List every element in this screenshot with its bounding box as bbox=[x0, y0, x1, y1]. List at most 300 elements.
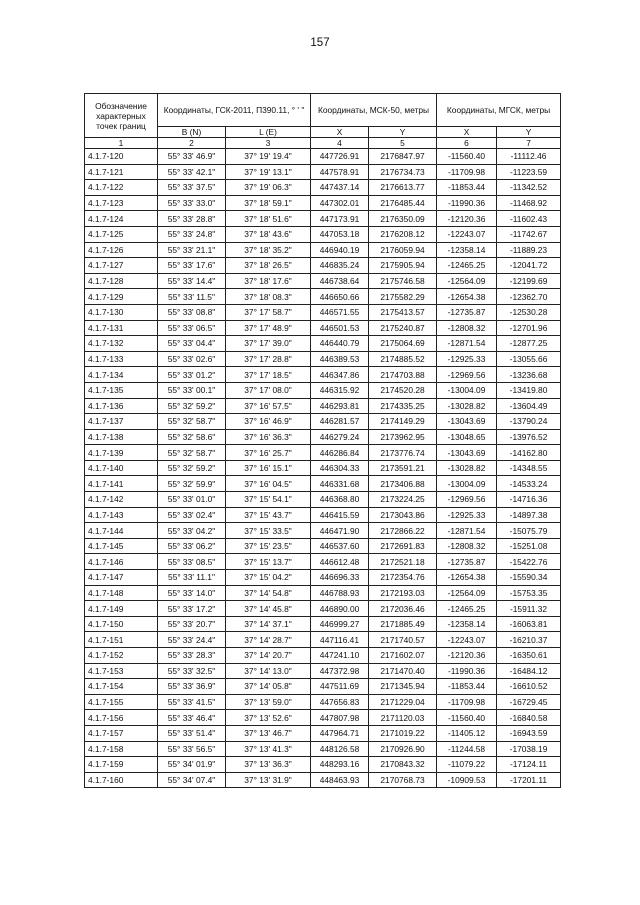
mgsk-x-cell: -12871.54 bbox=[437, 336, 497, 352]
mgsk-x-cell: -12120.36 bbox=[437, 211, 497, 227]
mgsk-x-cell: -12925.33 bbox=[437, 351, 497, 367]
msk-x-cell: 447726.91 bbox=[311, 149, 369, 165]
gsk-b-cell: 55° 33' 11.1" bbox=[158, 570, 226, 586]
point-id-cell: 4.1.7-152 bbox=[85, 648, 158, 664]
point-id-cell: 4.1.7-120 bbox=[85, 149, 158, 165]
gsk-b-cell: 55° 33' 08.5" bbox=[158, 554, 226, 570]
table-row bbox=[85, 382, 561, 398]
gsk-b-cell: 55° 32' 59.9" bbox=[158, 476, 226, 492]
header-mgsk-x: X bbox=[437, 127, 497, 138]
header-msk-y: Y bbox=[369, 127, 437, 138]
msk-x-cell: 446940.19 bbox=[311, 242, 369, 258]
mgsk-y-cell: -17201.11 bbox=[497, 772, 561, 788]
mgsk-y-cell: -11889.23 bbox=[497, 242, 561, 258]
point-id-cell: 4.1.7-155 bbox=[85, 694, 158, 710]
gsk-l-cell: 37° 17' 39.0" bbox=[226, 336, 311, 352]
msk-x-cell: 446571.55 bbox=[311, 304, 369, 320]
msk-x-cell: 446415.59 bbox=[311, 507, 369, 523]
mgsk-y-cell: -12530.28 bbox=[497, 304, 561, 320]
mgsk-x-cell: -11990.36 bbox=[437, 195, 497, 211]
msk-y-cell: 2171229.04 bbox=[369, 694, 437, 710]
gsk-l-cell: 37° 19' 06.3" bbox=[226, 180, 311, 196]
msk-x-cell: 446650.66 bbox=[311, 289, 369, 305]
gsk-l-cell: 37° 13' 36.3" bbox=[226, 757, 311, 773]
gsk-l-cell: 37° 16' 25.7" bbox=[226, 445, 311, 461]
msk-x-cell: 447964.71 bbox=[311, 725, 369, 741]
msk-y-cell: 2170768.73 bbox=[369, 772, 437, 788]
msk-x-cell: 447241.10 bbox=[311, 648, 369, 664]
mgsk-y-cell: -15911.32 bbox=[497, 601, 561, 617]
gsk-l-cell: 37° 18' 51.6" bbox=[226, 211, 311, 227]
msk-y-cell: 2172036.46 bbox=[369, 601, 437, 617]
gsk-b-cell: 55° 33' 24.8" bbox=[158, 226, 226, 242]
header-gsk: Координаты, ГСК-2011, П390.11, ° ' " bbox=[158, 94, 311, 127]
msk-x-cell: 446738.64 bbox=[311, 273, 369, 289]
mgsk-x-cell: -13028.82 bbox=[437, 398, 497, 414]
gsk-b-cell: 55° 33' 01.0" bbox=[158, 492, 226, 508]
mgsk-y-cell: -12199.69 bbox=[497, 273, 561, 289]
msk-y-cell: 2172866.22 bbox=[369, 523, 437, 539]
mgsk-x-cell: -12243.07 bbox=[437, 632, 497, 648]
point-id-cell: 4.1.7-126 bbox=[85, 242, 158, 258]
msk-x-cell: 446890.00 bbox=[311, 601, 369, 617]
mgsk-x-cell: -12465.25 bbox=[437, 601, 497, 617]
point-id-cell: 4.1.7-125 bbox=[85, 226, 158, 242]
mgsk-y-cell: -15075.79 bbox=[497, 523, 561, 539]
point-id-cell: 4.1.7-157 bbox=[85, 725, 158, 741]
msk-x-cell: 447053.18 bbox=[311, 226, 369, 242]
gsk-b-cell: 55° 32' 58.7" bbox=[158, 445, 226, 461]
table-row bbox=[85, 211, 561, 227]
point-id-cell: 4.1.7-127 bbox=[85, 258, 158, 274]
msk-y-cell: 2171019.22 bbox=[369, 725, 437, 741]
gsk-l-cell: 37° 16' 04.5" bbox=[226, 476, 311, 492]
point-id-cell: 4.1.7-138 bbox=[85, 429, 158, 445]
gsk-l-cell: 37° 18' 08.3" bbox=[226, 289, 311, 305]
gsk-b-cell: 55° 33' 51.4" bbox=[158, 725, 226, 741]
coordinates-table bbox=[84, 93, 561, 788]
gsk-b-cell: 55° 33' 24.4" bbox=[158, 632, 226, 648]
msk-y-cell: 2176734.73 bbox=[369, 164, 437, 180]
mgsk-y-cell: -14533.24 bbox=[497, 476, 561, 492]
table-row bbox=[85, 195, 561, 211]
gsk-l-cell: 37° 16' 36.3" bbox=[226, 429, 311, 445]
gsk-b-cell: 55° 33' 17.2" bbox=[158, 601, 226, 617]
gsk-b-cell: 55° 33' 42.1" bbox=[158, 164, 226, 180]
mgsk-y-cell: -13236.68 bbox=[497, 367, 561, 383]
table-row bbox=[85, 149, 561, 165]
msk-x-cell: 446835.24 bbox=[311, 258, 369, 274]
msk-y-cell: 2176847.97 bbox=[369, 149, 437, 165]
msk-y-cell: 2175413.57 bbox=[369, 304, 437, 320]
msk-x-cell: 446471.90 bbox=[311, 523, 369, 539]
gsk-b-cell: 55° 33' 37.5" bbox=[158, 180, 226, 196]
msk-y-cell: 2174885.52 bbox=[369, 351, 437, 367]
msk-y-cell: 2174703.88 bbox=[369, 367, 437, 383]
mgsk-x-cell: -11853.44 bbox=[437, 180, 497, 196]
msk-x-cell: 446612.48 bbox=[311, 554, 369, 570]
msk-y-cell: 2171120.03 bbox=[369, 710, 437, 726]
table-row bbox=[85, 570, 561, 586]
mgsk-y-cell: -14897.38 bbox=[497, 507, 561, 523]
mgsk-y-cell: -14716.36 bbox=[497, 492, 561, 508]
table-row bbox=[85, 351, 561, 367]
table-row bbox=[85, 694, 561, 710]
mgsk-x-cell: -12465.25 bbox=[437, 258, 497, 274]
gsk-l-cell: 37° 17' 28.8" bbox=[226, 351, 311, 367]
gsk-l-cell: 37° 14' 20.7" bbox=[226, 648, 311, 664]
mgsk-x-cell: -11560.40 bbox=[437, 149, 497, 165]
point-id-cell: 4.1.7-151 bbox=[85, 632, 158, 648]
mgsk-x-cell: -12358.14 bbox=[437, 242, 497, 258]
mgsk-y-cell: -16729.45 bbox=[497, 694, 561, 710]
point-id-cell: 4.1.7-144 bbox=[85, 523, 158, 539]
mgsk-x-cell: -13004.09 bbox=[437, 382, 497, 398]
gsk-b-cell: 55° 33' 20.7" bbox=[158, 616, 226, 632]
table-row bbox=[85, 632, 561, 648]
gsk-l-cell: 37° 13' 59.0" bbox=[226, 694, 311, 710]
msk-y-cell: 2170926.90 bbox=[369, 741, 437, 757]
msk-y-cell: 2173591.21 bbox=[369, 460, 437, 476]
gsk-l-cell: 37° 15' 04.2" bbox=[226, 570, 311, 586]
table-row bbox=[85, 242, 561, 258]
table-row bbox=[85, 492, 561, 508]
msk-x-cell: 447302.01 bbox=[311, 195, 369, 211]
table-row bbox=[85, 741, 561, 757]
msk-x-cell: 446347.86 bbox=[311, 367, 369, 383]
msk-x-cell: 448126.58 bbox=[311, 741, 369, 757]
gsk-b-cell: 55° 33' 14.4" bbox=[158, 273, 226, 289]
mgsk-y-cell: -12877.25 bbox=[497, 336, 561, 352]
gsk-l-cell: 37° 18' 43.6" bbox=[226, 226, 311, 242]
table-row bbox=[85, 538, 561, 554]
point-id-cell: 4.1.7-140 bbox=[85, 460, 158, 476]
gsk-l-cell: 37° 14' 45.8" bbox=[226, 601, 311, 617]
column-number: 6 bbox=[437, 138, 497, 149]
header-l: L (E) bbox=[226, 127, 311, 138]
msk-x-cell: 447511.69 bbox=[311, 679, 369, 695]
table-row bbox=[85, 554, 561, 570]
header-mgsk-y: Y bbox=[497, 127, 561, 138]
gsk-l-cell: 37° 19' 13.1" bbox=[226, 164, 311, 180]
point-id-cell: 4.1.7-129 bbox=[85, 289, 158, 305]
table-row bbox=[85, 336, 561, 352]
table-row bbox=[85, 273, 561, 289]
point-id-cell: 4.1.7-122 bbox=[85, 180, 158, 196]
gsk-b-cell: 55° 33' 36.9" bbox=[158, 679, 226, 695]
msk-y-cell: 2174520.28 bbox=[369, 382, 437, 398]
column-number: 3 bbox=[226, 138, 311, 149]
gsk-b-cell: 55° 33' 11.5" bbox=[158, 289, 226, 305]
table-row bbox=[85, 304, 561, 320]
gsk-b-cell: 55° 33' 33.0" bbox=[158, 195, 226, 211]
mgsk-y-cell: -13419.80 bbox=[497, 382, 561, 398]
gsk-b-cell: 55° 33' 14.0" bbox=[158, 585, 226, 601]
table-body bbox=[85, 149, 561, 788]
point-id-cell: 4.1.7-132 bbox=[85, 336, 158, 352]
table-row bbox=[85, 226, 561, 242]
point-id-cell: 4.1.7-139 bbox=[85, 445, 158, 461]
table-row bbox=[85, 367, 561, 383]
point-id-cell: 4.1.7-124 bbox=[85, 211, 158, 227]
point-id-cell: 4.1.7-121 bbox=[85, 164, 158, 180]
mgsk-x-cell: -12969.56 bbox=[437, 492, 497, 508]
mgsk-y-cell: -13055.66 bbox=[497, 351, 561, 367]
table-row bbox=[85, 772, 561, 788]
gsk-l-cell: 37° 13' 52.6" bbox=[226, 710, 311, 726]
mgsk-y-cell: -16484.12 bbox=[497, 663, 561, 679]
mgsk-x-cell: -12925.33 bbox=[437, 507, 497, 523]
point-id-cell: 4.1.7-150 bbox=[85, 616, 158, 632]
gsk-b-cell: 55° 33' 21.1" bbox=[158, 242, 226, 258]
msk-y-cell: 2175240.87 bbox=[369, 320, 437, 336]
mgsk-x-cell: -12969.56 bbox=[437, 367, 497, 383]
msk-x-cell: 447656.83 bbox=[311, 694, 369, 710]
mgsk-y-cell: -16210.37 bbox=[497, 632, 561, 648]
mgsk-y-cell: -11342.52 bbox=[497, 180, 561, 196]
gsk-b-cell: 55° 32' 58.6" bbox=[158, 429, 226, 445]
msk-x-cell: 446788.93 bbox=[311, 585, 369, 601]
gsk-b-cell: 55° 33' 41.5" bbox=[158, 694, 226, 710]
point-id-cell: 4.1.7-131 bbox=[85, 320, 158, 336]
mgsk-x-cell: -12808.32 bbox=[437, 538, 497, 554]
gsk-b-cell: 55° 33' 46.9" bbox=[158, 149, 226, 165]
table-row bbox=[85, 398, 561, 414]
table-row bbox=[85, 445, 561, 461]
msk-y-cell: 2176208.12 bbox=[369, 226, 437, 242]
mgsk-y-cell: -14162.80 bbox=[497, 445, 561, 461]
msk-y-cell: 2175905.94 bbox=[369, 258, 437, 274]
table-row bbox=[85, 429, 561, 445]
mgsk-x-cell: -12808.32 bbox=[437, 320, 497, 336]
msk-x-cell: 446286.84 bbox=[311, 445, 369, 461]
mgsk-y-cell: -17038.19 bbox=[497, 741, 561, 757]
gsk-b-cell: 55° 33' 06.2" bbox=[158, 538, 226, 554]
msk-x-cell: 446331.68 bbox=[311, 476, 369, 492]
point-id-cell: 4.1.7-156 bbox=[85, 710, 158, 726]
msk-x-cell: 446389.53 bbox=[311, 351, 369, 367]
msk-y-cell: 2174149.29 bbox=[369, 414, 437, 430]
msk-x-cell: 447578.91 bbox=[311, 164, 369, 180]
point-id-cell: 4.1.7-141 bbox=[85, 476, 158, 492]
gsk-l-cell: 37° 14' 05.8" bbox=[226, 679, 311, 695]
column-number: 4 bbox=[311, 138, 369, 149]
msk-y-cell: 2170843.32 bbox=[369, 757, 437, 773]
column-number: 2 bbox=[158, 138, 226, 149]
table-row bbox=[85, 258, 561, 274]
point-id-cell: 4.1.7-135 bbox=[85, 382, 158, 398]
mgsk-y-cell: -16610.52 bbox=[497, 679, 561, 695]
gsk-b-cell: 55° 33' 02.4" bbox=[158, 507, 226, 523]
mgsk-y-cell: -15251.08 bbox=[497, 538, 561, 554]
point-id-cell: 4.1.7-153 bbox=[85, 663, 158, 679]
column-number: 5 bbox=[369, 138, 437, 149]
msk-x-cell: 446696.33 bbox=[311, 570, 369, 586]
gsk-l-cell: 37° 18' 26.5" bbox=[226, 258, 311, 274]
gsk-l-cell: 37° 17' 48.9" bbox=[226, 320, 311, 336]
msk-y-cell: 2176613.77 bbox=[369, 180, 437, 196]
msk-y-cell: 2173043.86 bbox=[369, 507, 437, 523]
gsk-l-cell: 37° 15' 43.7" bbox=[226, 507, 311, 523]
point-id-cell: 4.1.7-142 bbox=[85, 492, 158, 508]
msk-y-cell: 2172354.76 bbox=[369, 570, 437, 586]
mgsk-x-cell: -11079.22 bbox=[437, 757, 497, 773]
msk-x-cell: 446281.57 bbox=[311, 414, 369, 430]
msk-y-cell: 2175064.69 bbox=[369, 336, 437, 352]
mgsk-y-cell: -15422.76 bbox=[497, 554, 561, 570]
table-row bbox=[85, 601, 561, 617]
mgsk-y-cell: -13790.24 bbox=[497, 414, 561, 430]
gsk-b-cell: 55° 33' 02.6" bbox=[158, 351, 226, 367]
msk-x-cell: 447437.14 bbox=[311, 180, 369, 196]
msk-y-cell: 2173224.25 bbox=[369, 492, 437, 508]
msk-x-cell: 447372.98 bbox=[311, 663, 369, 679]
table-row bbox=[85, 663, 561, 679]
msk-x-cell: 446368.80 bbox=[311, 492, 369, 508]
mgsk-x-cell: -12564.09 bbox=[437, 585, 497, 601]
mgsk-x-cell: -12735.87 bbox=[437, 554, 497, 570]
gsk-b-cell: 55° 32' 58.7" bbox=[158, 414, 226, 430]
table-row bbox=[85, 460, 561, 476]
point-id-cell: 4.1.7-154 bbox=[85, 679, 158, 695]
gsk-l-cell: 37° 14' 54.8" bbox=[226, 585, 311, 601]
msk-y-cell: 2171470.40 bbox=[369, 663, 437, 679]
msk-y-cell: 2172691.83 bbox=[369, 538, 437, 554]
msk-y-cell: 2176485.44 bbox=[369, 195, 437, 211]
mgsk-x-cell: -13028.82 bbox=[437, 460, 497, 476]
gsk-b-cell: 55° 33' 04.4" bbox=[158, 336, 226, 352]
gsk-l-cell: 37° 19' 19.4" bbox=[226, 149, 311, 165]
mgsk-y-cell: -16840.58 bbox=[497, 710, 561, 726]
mgsk-x-cell: -11405.12 bbox=[437, 725, 497, 741]
table-row bbox=[85, 320, 561, 336]
gsk-b-cell: 55° 33' 28.8" bbox=[158, 211, 226, 227]
msk-x-cell: 446315.92 bbox=[311, 382, 369, 398]
msk-x-cell: 446537.60 bbox=[311, 538, 369, 554]
table-row bbox=[85, 180, 561, 196]
point-id-cell: 4.1.7-145 bbox=[85, 538, 158, 554]
header-point-designation: Обозначение характерных точек границ bbox=[85, 94, 158, 138]
mgsk-x-cell: -11244.58 bbox=[437, 741, 497, 757]
msk-y-cell: 2173776.74 bbox=[369, 445, 437, 461]
msk-x-cell: 448463.93 bbox=[311, 772, 369, 788]
mgsk-y-cell: -11112.46 bbox=[497, 149, 561, 165]
msk-y-cell: 2172521.18 bbox=[369, 554, 437, 570]
point-id-cell: 4.1.7-143 bbox=[85, 507, 158, 523]
mgsk-x-cell: -13043.69 bbox=[437, 445, 497, 461]
mgsk-y-cell: -12362.70 bbox=[497, 289, 561, 305]
msk-x-cell: 446999.27 bbox=[311, 616, 369, 632]
mgsk-x-cell: -11709.98 bbox=[437, 164, 497, 180]
gsk-l-cell: 37° 15' 33.5" bbox=[226, 523, 311, 539]
column-number: 1 bbox=[85, 138, 158, 149]
gsk-b-cell: 55° 32' 59.2" bbox=[158, 398, 226, 414]
gsk-b-cell: 55° 33' 17.6" bbox=[158, 258, 226, 274]
table-row bbox=[85, 725, 561, 741]
point-id-cell: 4.1.7-146 bbox=[85, 554, 158, 570]
msk-x-cell: 446440.79 bbox=[311, 336, 369, 352]
mgsk-y-cell: -11742.67 bbox=[497, 226, 561, 242]
table-row bbox=[85, 523, 561, 539]
header-mgsk: Координаты, МГСК, метры bbox=[437, 94, 561, 127]
gsk-b-cell: 55° 33' 08.8" bbox=[158, 304, 226, 320]
point-id-cell: 4.1.7-134 bbox=[85, 367, 158, 383]
msk-y-cell: 2175746.58 bbox=[369, 273, 437, 289]
msk-x-cell: 447807.98 bbox=[311, 710, 369, 726]
mgsk-x-cell: -12654.38 bbox=[437, 289, 497, 305]
page-number: 157 bbox=[310, 37, 330, 49]
mgsk-y-cell: -12701.96 bbox=[497, 320, 561, 336]
gsk-b-cell: 55° 32' 59.2" bbox=[158, 460, 226, 476]
gsk-b-cell: 55° 34' 01.9" bbox=[158, 757, 226, 773]
point-id-cell: 4.1.7-159 bbox=[85, 757, 158, 773]
gsk-b-cell: 55° 34' 07.4" bbox=[158, 772, 226, 788]
mgsk-y-cell: -15753.35 bbox=[497, 585, 561, 601]
gsk-l-cell: 37° 15' 13.7" bbox=[226, 554, 311, 570]
gsk-l-cell: 37° 14' 13.0" bbox=[226, 663, 311, 679]
gsk-l-cell: 37° 16' 15.1" bbox=[226, 460, 311, 476]
gsk-l-cell: 37° 18' 17.6" bbox=[226, 273, 311, 289]
point-id-cell: 4.1.7-149 bbox=[85, 601, 158, 617]
mgsk-x-cell: -11560.40 bbox=[437, 710, 497, 726]
point-id-cell: 4.1.7-136 bbox=[85, 398, 158, 414]
mgsk-x-cell: -13043.69 bbox=[437, 414, 497, 430]
gsk-l-cell: 37° 14' 28.7" bbox=[226, 632, 311, 648]
mgsk-y-cell: -11223.59 bbox=[497, 164, 561, 180]
msk-x-cell: 446501.53 bbox=[311, 320, 369, 336]
msk-y-cell: 2171885.49 bbox=[369, 616, 437, 632]
gsk-b-cell: 55° 33' 00.1" bbox=[158, 382, 226, 398]
gsk-l-cell: 37° 15' 23.5" bbox=[226, 538, 311, 554]
point-id-cell: 4.1.7-123 bbox=[85, 195, 158, 211]
mgsk-y-cell: -16063.81 bbox=[497, 616, 561, 632]
msk-x-cell: 447173.91 bbox=[311, 211, 369, 227]
point-id-cell: 4.1.7-128 bbox=[85, 273, 158, 289]
column-number: 7 bbox=[497, 138, 561, 149]
msk-y-cell: 2172193.03 bbox=[369, 585, 437, 601]
gsk-l-cell: 37° 16' 57.5" bbox=[226, 398, 311, 414]
mgsk-x-cell: -13004.09 bbox=[437, 476, 497, 492]
mgsk-x-cell: -12243.07 bbox=[437, 226, 497, 242]
table-row bbox=[85, 710, 561, 726]
mgsk-y-cell: -11468.92 bbox=[497, 195, 561, 211]
mgsk-x-cell: -11709.98 bbox=[437, 694, 497, 710]
msk-x-cell: 446304.33 bbox=[311, 460, 369, 476]
mgsk-x-cell: -10909.53 bbox=[437, 772, 497, 788]
point-id-cell: 4.1.7-133 bbox=[85, 351, 158, 367]
mgsk-x-cell: -12120.36 bbox=[437, 648, 497, 664]
table-row bbox=[85, 476, 561, 492]
mgsk-y-cell: -12041.72 bbox=[497, 258, 561, 274]
mgsk-x-cell: -12871.54 bbox=[437, 523, 497, 539]
mgsk-x-cell: -12654.38 bbox=[437, 570, 497, 586]
gsk-l-cell: 37° 17' 08.0" bbox=[226, 382, 311, 398]
msk-y-cell: 2173962.95 bbox=[369, 429, 437, 445]
msk-x-cell: 446279.24 bbox=[311, 429, 369, 445]
gsk-l-cell: 37° 17' 58.7" bbox=[226, 304, 311, 320]
gsk-b-cell: 55° 33' 04.2" bbox=[158, 523, 226, 539]
mgsk-y-cell: -16943.59 bbox=[497, 725, 561, 741]
gsk-l-cell: 37° 13' 46.7" bbox=[226, 725, 311, 741]
mgsk-y-cell: -16350.61 bbox=[497, 648, 561, 664]
gsk-l-cell: 37° 16' 46.9" bbox=[226, 414, 311, 430]
gsk-l-cell: 37° 18' 59.1" bbox=[226, 195, 311, 211]
point-id-cell: 4.1.7-130 bbox=[85, 304, 158, 320]
point-id-cell: 4.1.7-148 bbox=[85, 585, 158, 601]
mgsk-y-cell: -17124.11 bbox=[497, 757, 561, 773]
table-row bbox=[85, 616, 561, 632]
mgsk-x-cell: -11990.36 bbox=[437, 663, 497, 679]
